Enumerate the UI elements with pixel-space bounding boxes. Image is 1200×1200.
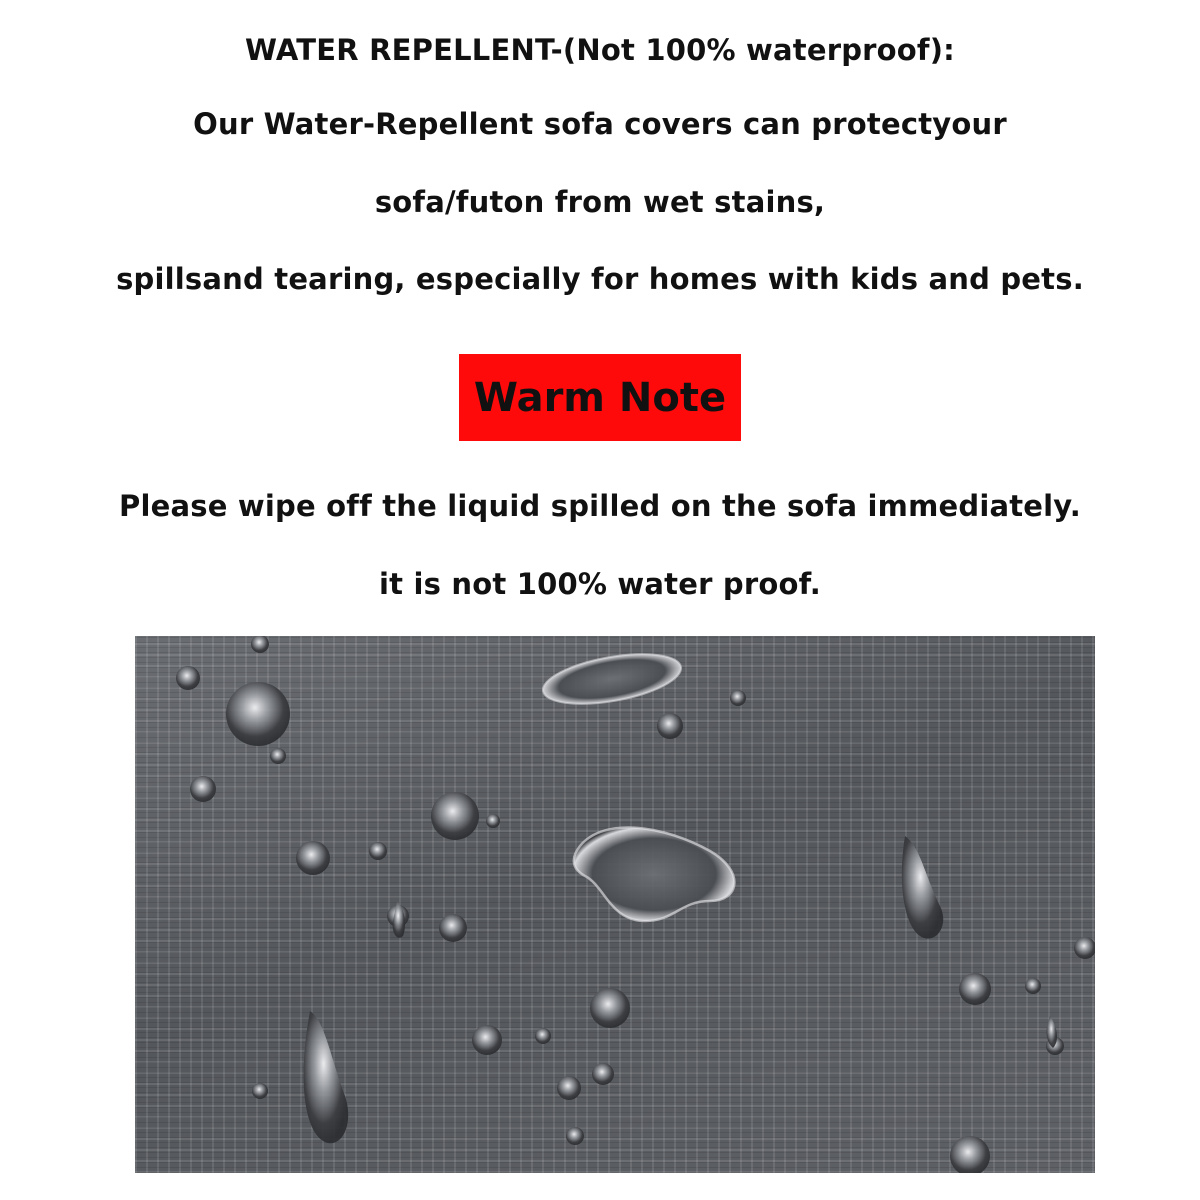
note-line-1: Please wipe off the liquid spilled on the sofa immediately. xyxy=(119,489,1081,523)
description-line-2: sofa/futon from wet stains, xyxy=(374,185,826,219)
water-drop xyxy=(539,645,685,713)
description-line-3: spillsand tearing, especially for homes with kids and pets. xyxy=(116,262,1084,296)
note-line-2: it is not 100% water proof. xyxy=(378,567,822,601)
water-droplets-illustration xyxy=(135,636,1095,1173)
warm-note-banner xyxy=(459,354,741,441)
description-line-1: Our Water-Repellent sofa covers can protectyour xyxy=(193,107,1007,141)
fabric-water-droplets-image xyxy=(135,636,1095,1173)
heading-water-repellent: WATER REPELLENT-(Not 100% waterproof): xyxy=(245,33,955,67)
warm-note-label: Warm Note xyxy=(473,374,727,421)
water-puddle xyxy=(574,827,735,921)
